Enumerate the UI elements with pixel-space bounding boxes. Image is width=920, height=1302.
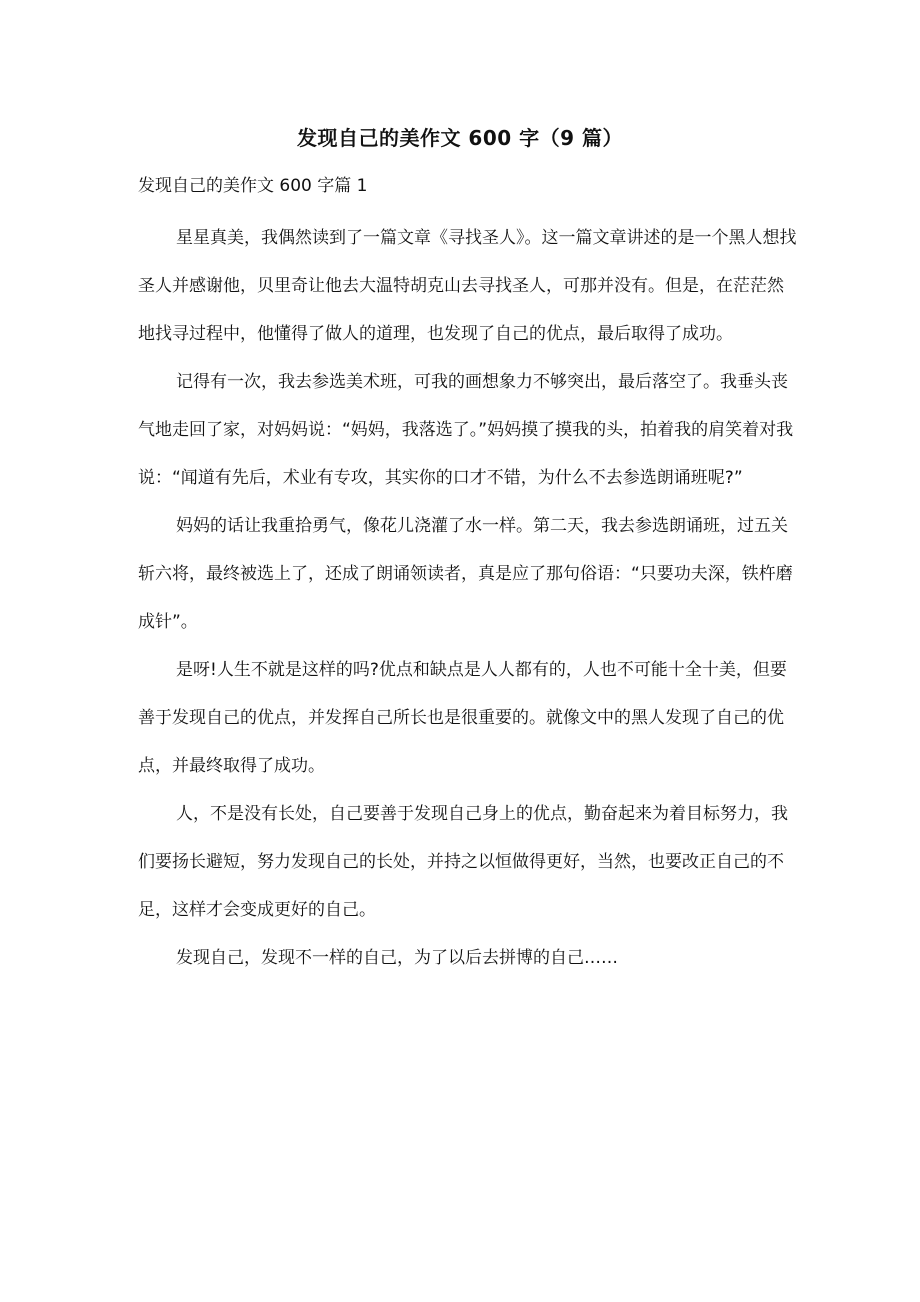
essay-subtitle: 发现自己的美作文 600 字篇 1: [138, 176, 368, 196]
paragraph-6: 发现自己，发现不一样的自己，为了以后去拼博的自己……: [176, 948, 618, 968]
paragraph-2: 记得有一次，我去参选美术班，可我的画想象力不够突出，最后落空了。我垂头丧气地走回了家，对妈妈说：“妈妈，我落选了。”妈妈摸了摸我的头，拍着我的肩笑着对我说：“闻道有先后，术业有专攻，其实你的口才不错，为什么不去参选朗诵班呢?”: [138, 372, 794, 488]
document-title: 发现自己的美作文 600 字（9 篇）: [296, 126, 624, 150]
paragraph-3: 妈妈的话让我重拾勇气，像花儿浇灌了水一样。第二天，我去参选朗诵班，过五关斩六将，最终被选上了，还成了朗诵领读者，真是应了那句俗语：“只要功夫深，铁杵磨成针”。: [138, 516, 793, 632]
essay-body: [138, 214, 798, 982]
paragraph-5: 人，不是没有长处，自己要善于发现自己身上的优点，勤奋起来为着目标努力，我们要扬长避短，努力发现自己的长处，并持之以恒做得更好，当然，也要改正自己的不足，这样才会变成更好的自己。: [138, 804, 788, 920]
paragraph-1: 星星真美，我偶然读到了一篇文章《寻找圣人》。这一篇文章讲述的是一个黑人想找圣人并感谢他，贝里奇让他去大温特胡克山去寻找圣人，可那并没有。但是，在茫茫然地找寻过程中，他懂得了做人的道理，也发现了自己的优点，最后取得了成功。: [138, 228, 797, 344]
paragraph-4: 是呀!人生不就是这样的吗?优点和缺点是人人都有的，人也不可能十全十美，但要善于发现自己的优点，并发挥自己所长也是很重要的。就像文中的黑人发现了自己的优点，并最终取得了成功。: [138, 660, 787, 776]
